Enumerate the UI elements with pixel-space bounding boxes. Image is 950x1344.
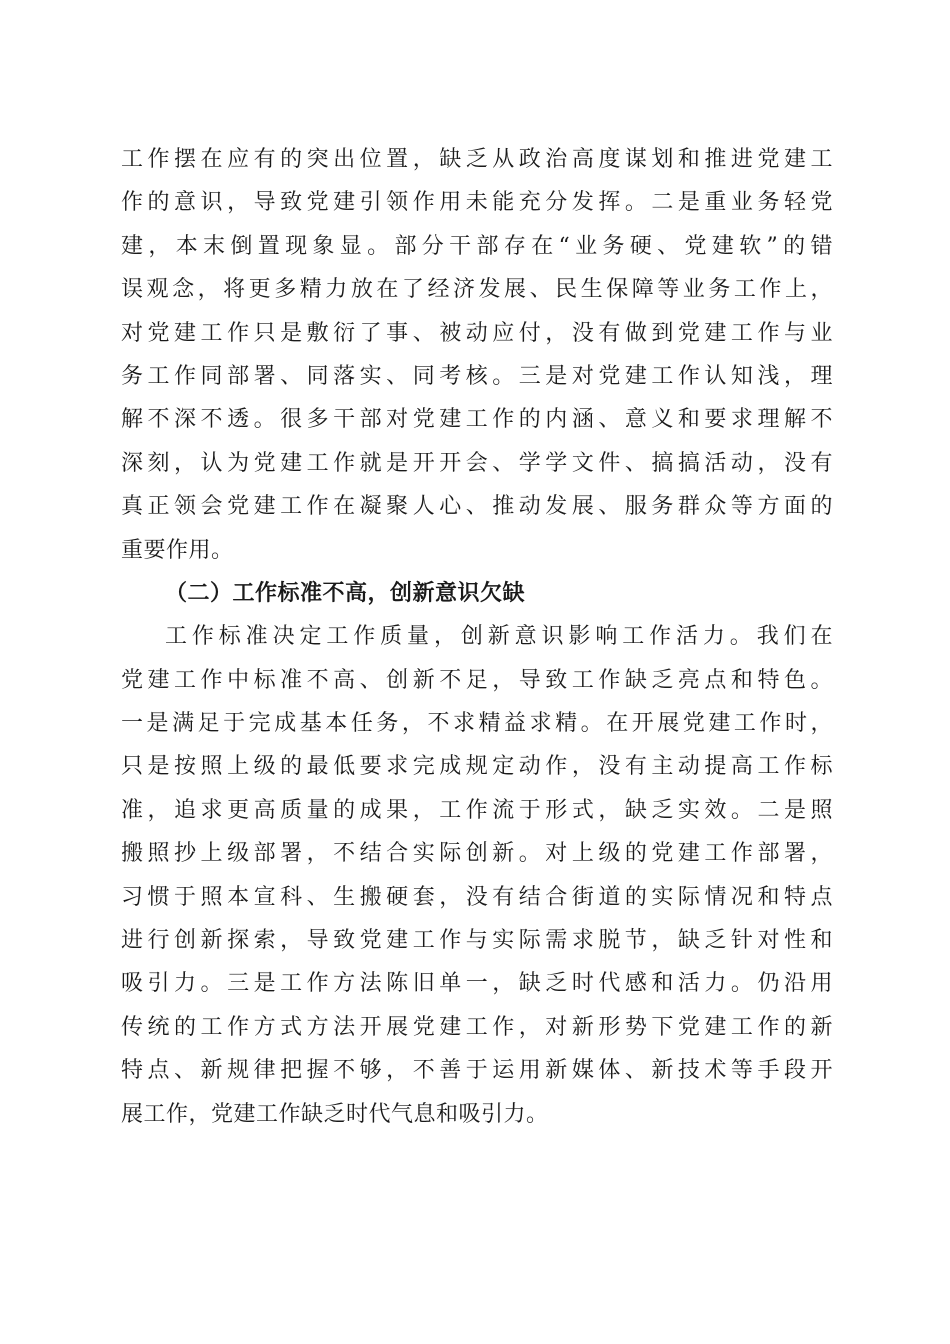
paragraph-line: 重要作用。: [121, 537, 234, 563]
document-body: [121, 138, 833, 1136]
paragraph-line: 误观念，将更多精力放在了经济发展、民生保障等业务工作上，: [121, 277, 833, 303]
paragraph-line: 解不深不透。很多干部对党建工作的内涵、意义和要求理解不: [121, 407, 833, 433]
paragraph-line: 务工作同部署、同落实、同考核。三是对党建工作认知浅，理: [121, 363, 833, 389]
paragraph-line: 一是满足于完成基本任务，不求精益求精。在开展党建工作时，: [121, 711, 833, 737]
paragraph-line: 真正领会党建工作在凝聚人心、推动发展、服务群众等方面的: [121, 494, 833, 520]
paragraph-line: 进行创新探索，导致党建工作与实际需求脱节，缺乏针对性和: [121, 928, 833, 954]
paragraph-line: 作的意识，导致党建引领作用未能充分发挥。二是重业务轻党: [121, 190, 833, 216]
paragraph-line: 习惯于照本宣科、生搬硬套，没有结合街道的实际情况和特点: [121, 884, 833, 910]
paragraph-line: 传统的工作方式方法开展党建工作，对新形势下党建工作的新: [121, 1014, 833, 1040]
paragraph-1: [121, 138, 833, 572]
paragraph-line: 建，本末倒置现象显。部分干部存在“业务硬、党建软”的错: [121, 233, 833, 259]
paragraph-2: [121, 615, 833, 1136]
paragraph-line: 特点、新规律把握不够，不善于运用新媒体、新技术等手段开: [121, 1058, 833, 1084]
paragraph-line: 工作标准决定工作质量，创新意识影响工作活力。我们在: [165, 624, 833, 650]
section-heading: （二）工作标准不高，创新意识欠缺: [165, 579, 526, 606]
paragraph-line: 搬照抄上级部署，不结合实际创新。对上级的党建工作部署，: [121, 841, 833, 867]
paragraph-line: 对党建工作只是敷衍了事、被动应付，没有做到党建工作与业: [121, 320, 833, 346]
paragraph-line: 只是按照上级的最低要求完成规定动作，没有主动提高工作标: [121, 754, 833, 780]
paragraph-line: 工作摆在应有的突出位置，缺乏从政治高度谋划和推进党建工: [121, 147, 833, 172]
paragraph-line: 准，追求更高质量的成果，工作流于形式，缺乏实效。二是照: [121, 797, 833, 823]
paragraph-line: 深刻，认为党建工作就是开开会、学学文件、搞搞活动，没有: [121, 450, 833, 476]
paragraph-line: 吸引力。三是工作方法陈旧单一，缺乏时代感和活力。仍沿用: [121, 971, 833, 997]
paragraph-line: 党建工作中标准不高、创新不足，导致工作缺乏亮点和特色。: [121, 667, 833, 693]
paragraph-line: 展工作，党建工作缺乏时代气息和吸引力。: [121, 1101, 549, 1127]
